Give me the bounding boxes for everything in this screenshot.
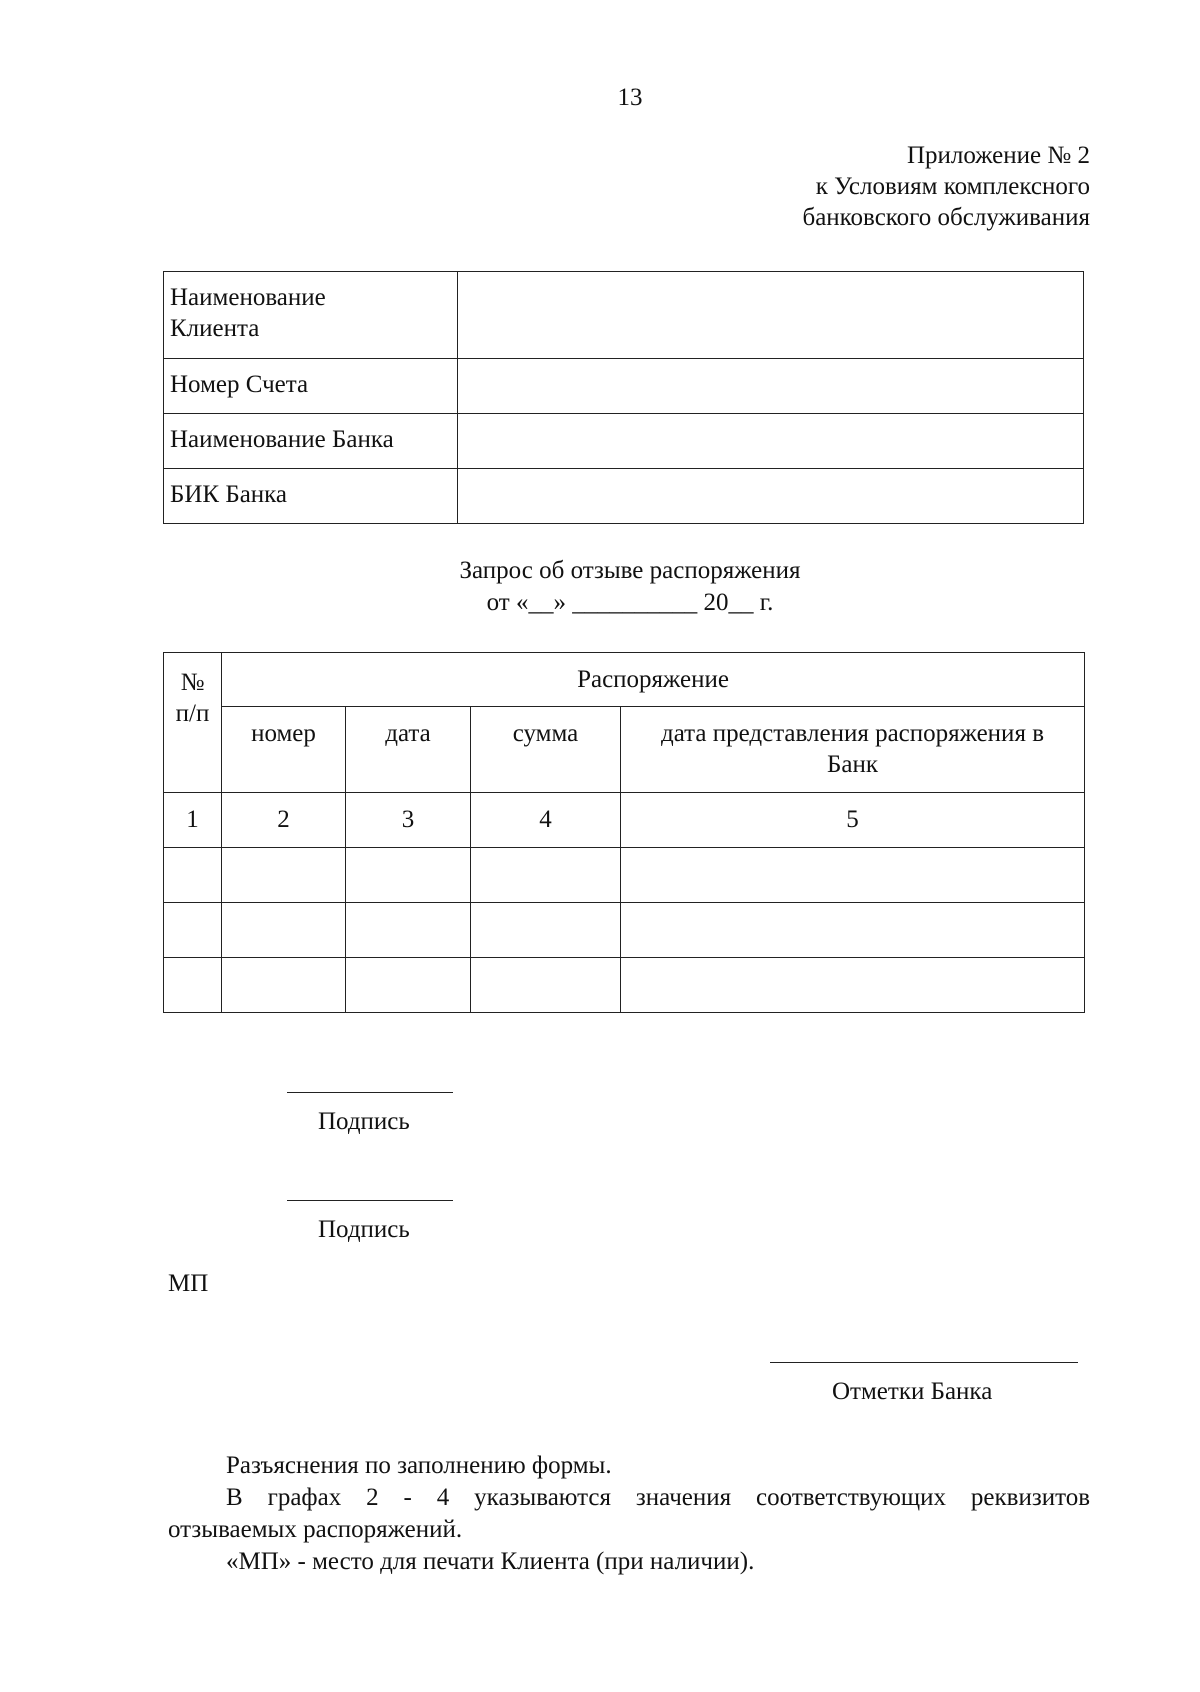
table-row (164, 903, 1085, 958)
column-number: 1 (164, 793, 222, 848)
header-line: дата представления распоряжения в (660, 720, 1044, 747)
table-row (164, 272, 1084, 359)
orders-table (163, 652, 1085, 1013)
table-header-row (164, 653, 1085, 707)
column-number: 3 (346, 793, 471, 848)
explanation-text: отзываемых распоряжений. (168, 1516, 463, 1543)
page-number: 13 (617, 84, 643, 111)
bank-bic-field[interactable] (458, 469, 1084, 524)
appendix-line: к Условиям комплексного (815, 173, 1090, 200)
label-line: Клиента (170, 315, 260, 342)
column-header-submission-date (621, 707, 1085, 793)
signature-label: Подпись (318, 1108, 410, 1135)
table-subheader-row (164, 707, 1085, 793)
client-details-table (163, 271, 1084, 524)
table-cell[interactable] (471, 848, 621, 903)
table-cell[interactable] (621, 848, 1085, 903)
appendix-header (802, 140, 1090, 233)
table-cell[interactable] (346, 958, 471, 1013)
bank-marks-line[interactable] (770, 1362, 1078, 1363)
header-line: № (180, 669, 205, 696)
appendix-line: Приложение № 2 (906, 142, 1090, 169)
signature-line[interactable] (287, 1200, 453, 1201)
table-row (164, 848, 1085, 903)
table-cell[interactable] (471, 903, 621, 958)
explanation-text: «МП» - место для печати Клиента (при наличии). (226, 1548, 755, 1575)
table-row (164, 414, 1084, 469)
table-row (164, 469, 1084, 524)
label-line: Наименование (170, 284, 326, 311)
account-number-field[interactable] (458, 359, 1084, 414)
signature-line[interactable] (287, 1092, 453, 1093)
column-header-order-number: номер (222, 707, 346, 793)
header-line: Банк (827, 751, 878, 778)
column-header-amount: сумма (471, 707, 621, 793)
table-cell[interactable] (222, 848, 346, 903)
request-title: Запрос об отзыве распоряжения (459, 557, 801, 584)
table-row (164, 958, 1085, 1013)
client-name-label (164, 272, 458, 359)
table-cell[interactable] (346, 848, 471, 903)
table-cell[interactable] (222, 903, 346, 958)
bank-name-label: Наименование Банка (164, 414, 458, 469)
table-cell[interactable] (222, 958, 346, 1013)
column-number: 5 (621, 793, 1085, 848)
column-number: 4 (471, 793, 621, 848)
column-number: 2 (222, 793, 346, 848)
header-line: п/п (175, 700, 210, 727)
request-date-line: от «__» __________ 20__ г. (486, 589, 774, 616)
column-group-header: Распоряжение (222, 653, 1085, 707)
table-cell[interactable] (471, 958, 621, 1013)
appendix-line: банковского обслуживания (802, 204, 1090, 231)
account-number-label: Номер Счета (164, 359, 458, 414)
table-cell[interactable] (621, 903, 1085, 958)
table-cell[interactable] (164, 848, 222, 903)
table-cell[interactable] (164, 958, 222, 1013)
explanation-section (168, 1450, 1090, 1578)
column-header-number (164, 653, 222, 793)
explanation-text: В графах 2 - 4 указываются значения соответствующих реквизитов (226, 1484, 1090, 1511)
column-numbers-row (164, 793, 1085, 848)
stamp-place-label: МП (168, 1270, 209, 1297)
bank-bic-label: БИК Банка (164, 469, 458, 524)
table-cell[interactable] (621, 958, 1085, 1013)
bank-marks-label: Отметки Банка (832, 1378, 993, 1405)
explanation-heading: Разъяснения по заполнению формы. (226, 1452, 612, 1479)
table-cell[interactable] (164, 903, 222, 958)
client-name-field[interactable] (458, 272, 1084, 359)
bank-name-field[interactable] (458, 414, 1084, 469)
column-header-date: дата (346, 707, 471, 793)
table-row (164, 359, 1084, 414)
table-cell[interactable] (346, 903, 471, 958)
request-title-block (300, 555, 960, 619)
signature-label: Подпись (318, 1216, 410, 1243)
